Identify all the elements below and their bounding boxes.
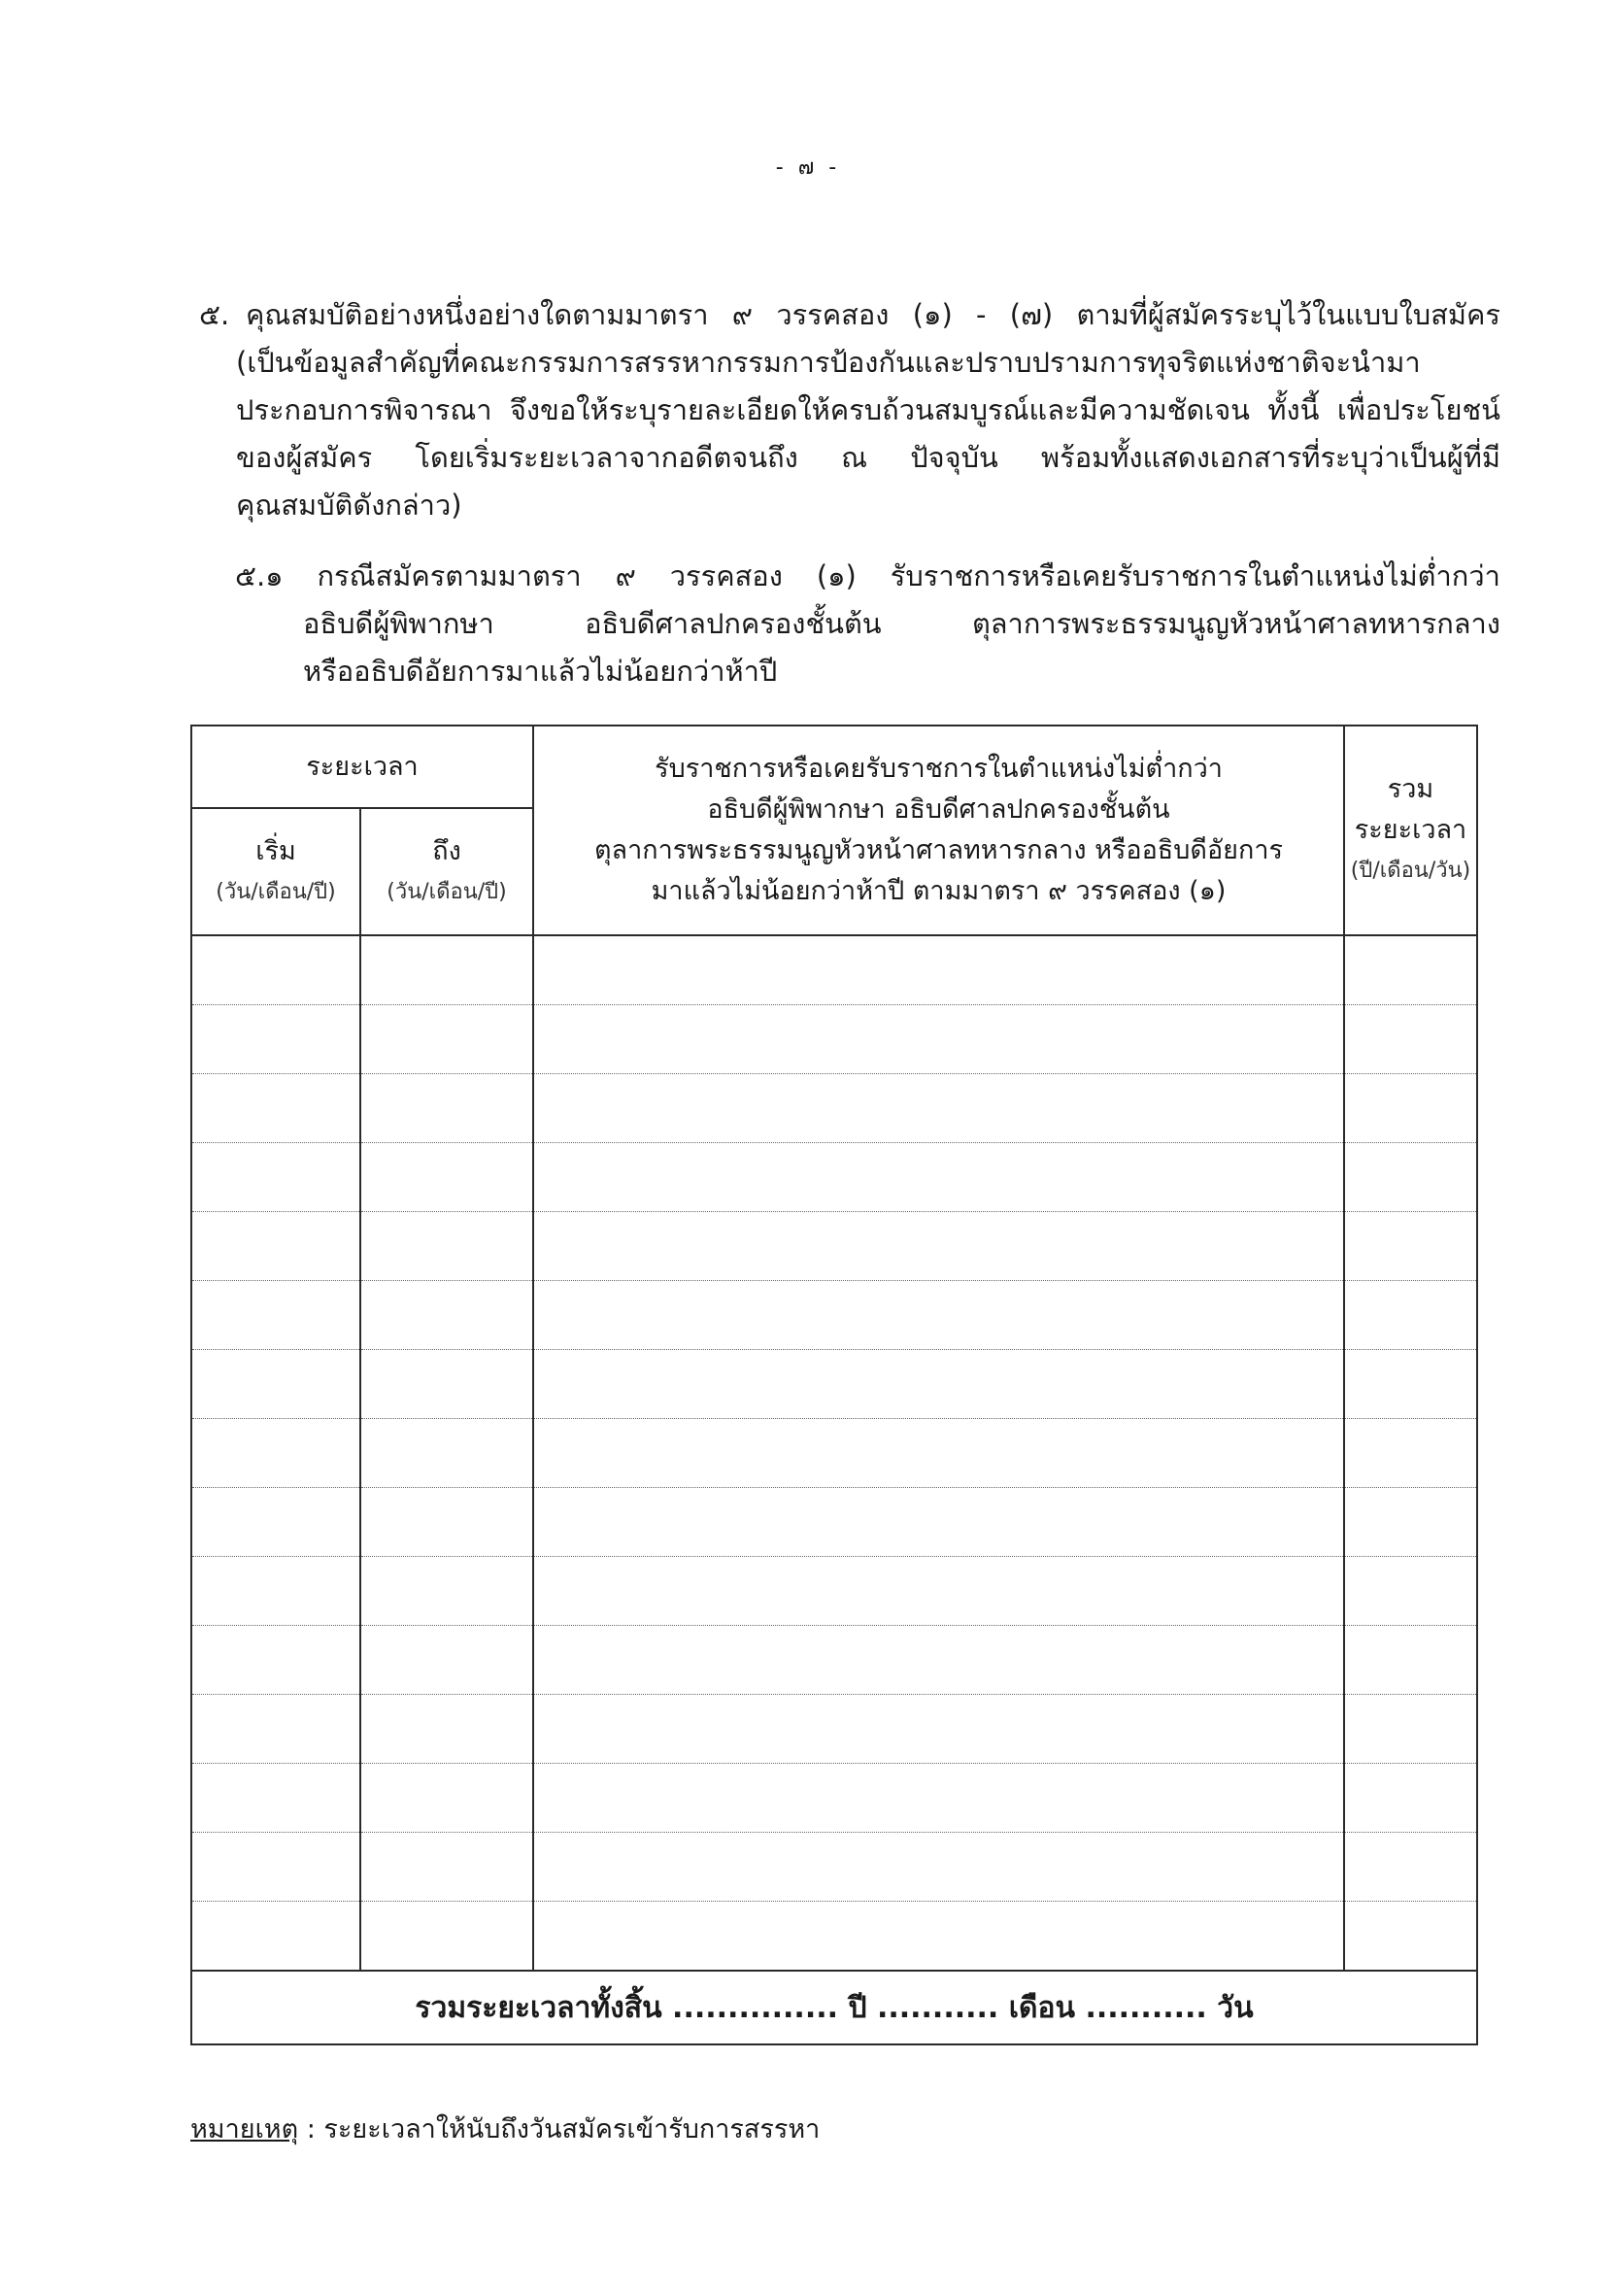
table-row (191, 1488, 1477, 1557)
table-row (191, 1902, 1477, 1972)
page-number: - ๗ - (775, 155, 841, 180)
table-row (191, 1005, 1477, 1074)
table-row (191, 1212, 1477, 1281)
text-span: ๕.๑ (235, 559, 284, 592)
text-span: ตามที่ผู้สมัครระบุไว้ในแบบใบสมัคร (1076, 298, 1500, 331)
start-date-cell[interactable] (191, 1557, 360, 1626)
total-period-cell[interactable] (1344, 1074, 1477, 1143)
section-5-line (236, 387, 1500, 434)
start-date-cell[interactable] (191, 1902, 360, 1972)
section-5-1-line (303, 600, 1500, 648)
text-span: (๑) (912, 298, 953, 331)
total-period-cell[interactable] (1344, 1419, 1477, 1488)
table-row (191, 1350, 1477, 1419)
section-5-1-line (303, 648, 1500, 695)
start-date-cell[interactable] (191, 1212, 360, 1281)
position-cell[interactable] (533, 1212, 1344, 1281)
end-date-header: ถึง (วัน/เดือน/ปี) (360, 808, 533, 935)
start-date-cell[interactable] (191, 1074, 360, 1143)
position-cell[interactable] (533, 1764, 1344, 1833)
text-span: ๙ (731, 298, 754, 331)
end-date-cell[interactable] (360, 1419, 533, 1488)
text-span: พร้อมทั้งแสดงเอกสารที่ระบุว่าเป็นผู้ที่มี (1041, 441, 1500, 474)
total-period-cell[interactable] (1344, 1833, 1477, 1902)
end-date-cell[interactable] (360, 1626, 533, 1695)
start-date-cell[interactable] (191, 1833, 360, 1902)
end-date-cell[interactable] (360, 1074, 533, 1143)
table-row (191, 1281, 1477, 1350)
position-header (533, 726, 1344, 935)
start-date-cell[interactable] (191, 1695, 360, 1764)
end-date-cell[interactable] (360, 1833, 533, 1902)
start-date-header: เริ่ม (วัน/เดือน/ปี) (191, 808, 360, 935)
position-header-line: อธิบดีผู้พิพากษา อธิบดีศาลปกครองชั้นต้น (707, 794, 1170, 825)
text-span: ประกอบการพิจารณา (236, 393, 492, 426)
text-span: อธิบดีศาลปกครองชั้นต้น (585, 607, 882, 640)
end-date-cell[interactable] (360, 1764, 533, 1833)
total-period-cell[interactable] (1344, 1764, 1477, 1833)
end-date-cell[interactable] (360, 1212, 533, 1281)
footnote-text: : ระยะเวลาให้นับถึงวันสมัครเข้ารับการสรรหา (298, 2114, 821, 2144)
table-row (191, 935, 1477, 1005)
total-period-cell[interactable] (1344, 1281, 1477, 1350)
table-row (191, 1764, 1477, 1833)
section-5-line (246, 291, 1500, 339)
section-5-paragraph (199, 291, 1500, 529)
end-date-cell[interactable] (360, 1695, 533, 1764)
text-span: (เป็นข้อมูลสำคัญที่คณะกรรมการสรรหากรรมการป้องกันและปราบปรามการทุจริตแห่งชาติจะนำมา (236, 346, 1421, 379)
total-period-cell[interactable] (1344, 935, 1477, 1005)
text-span: กรณีสมัครตามมาตรา (317, 559, 582, 592)
total-period-header: รวม ระยะเวลา (ปี/เดือน/วัน) (1344, 726, 1477, 935)
text-span: (๗) (1009, 298, 1054, 331)
table-row (191, 1626, 1477, 1695)
position-header-line: ตุลาการพระธรรมนูญหัวหน้าศาลทหารกลาง หรืออธิบดีอัยการ (593, 835, 1284, 865)
section-5-number: ๕. (199, 298, 230, 331)
text-span: ทั้งนี้ (1267, 393, 1320, 426)
total-period-cell[interactable] (1344, 1695, 1477, 1764)
start-date-cell[interactable] (191, 1143, 360, 1212)
section-5-line (236, 434, 1500, 482)
total-period-cell[interactable] (1344, 1350, 1477, 1419)
text-span: (๑) (816, 559, 857, 592)
position-cell[interactable] (533, 935, 1344, 1005)
text-span: คุณสมบัติอย่างหนึ่งอย่างใดตามมาตรา (246, 298, 709, 331)
end-date-cell[interactable] (360, 1488, 533, 1557)
position-cell[interactable] (533, 1695, 1344, 1764)
start-date-cell[interactable] (191, 1281, 360, 1350)
table-row (191, 1833, 1477, 1902)
table-row (191, 1074, 1477, 1143)
footnote (190, 2108, 820, 2149)
text-span: วรรคสอง (669, 559, 783, 592)
footnote-label: หมายเหตุ (190, 2114, 299, 2144)
start-date-cell[interactable] (191, 1419, 360, 1488)
position-cell[interactable] (533, 1350, 1344, 1419)
text-span: ๙ (615, 559, 636, 592)
text-span: หรืออธิบดีอัยการมาแล้วไม่น้อยกว่าห้าปี (303, 655, 778, 688)
total-period-cell[interactable] (1344, 1005, 1477, 1074)
text-span: อธิบดีผู้พิพากษา (303, 607, 494, 640)
total-period-cell[interactable] (1344, 1557, 1477, 1626)
text-span: คุณสมบัติดังกล่าว) (236, 489, 462, 522)
end-date-cell[interactable] (360, 1557, 533, 1626)
position-cell[interactable] (533, 1902, 1344, 1972)
total-period-cell[interactable] (1344, 1212, 1477, 1281)
text-span: - (976, 298, 987, 331)
period-header: ระยะเวลา (191, 726, 533, 808)
end-date-cell[interactable] (360, 1902, 533, 1972)
text-span: เพื่อประโยชน์ (1336, 393, 1500, 426)
section-5-line (236, 482, 1500, 529)
start-date-cell[interactable] (191, 1764, 360, 1833)
section-5-1-paragraph (235, 553, 1500, 695)
start-date-cell[interactable] (191, 935, 360, 1005)
text-span: วรรคสอง (776, 298, 890, 331)
end-date-cell[interactable] (360, 1350, 533, 1419)
position-cell[interactable] (533, 1419, 1344, 1488)
table-row (191, 1419, 1477, 1488)
text-span: รับราชการหรือเคยรับราชการในตำแหน่งไม่ต่ำกว่า (890, 559, 1500, 592)
text-span: ของผู้สมัคร (236, 441, 373, 474)
text-span: ณ (841, 441, 867, 474)
text-span: ปัจจุบัน (910, 441, 998, 474)
end-date-cell[interactable] (360, 1281, 533, 1350)
text-span: ตุลาการพระธรรมนูญหัวหน้าศาลทหารกลาง (971, 607, 1500, 640)
section-5-1-line (235, 553, 1500, 600)
total-period-cell[interactable] (1344, 1626, 1477, 1695)
start-date-cell[interactable] (191, 1488, 360, 1557)
total-period-cell[interactable] (1344, 1902, 1477, 1972)
end-date-cell[interactable] (360, 1005, 533, 1074)
position-header-line: มาแล้วไม่น้อยกว่าห้าปี ตามมาตรา ๙ วรรคสอง (๑) (651, 876, 1227, 906)
position-cell[interactable] (533, 1143, 1344, 1212)
total-period-cell[interactable] (1344, 1488, 1477, 1557)
position-cell[interactable] (533, 1281, 1344, 1350)
position-header-line: รับราชการหรือเคยรับราชการในตำแหน่งไม่ต่ำกว่า (655, 754, 1223, 784)
end-date-cell[interactable] (360, 1143, 533, 1212)
table-row (191, 1143, 1477, 1212)
position-cell[interactable] (533, 1074, 1344, 1143)
position-cell[interactable] (533, 1557, 1344, 1626)
table-row (191, 1557, 1477, 1626)
grand-total-row[interactable]: รวมระยะเวลาทั้งสิ้น ............... ปี ........... เดือน ........... วัน (191, 1971, 1477, 2044)
start-date-cell[interactable] (191, 1626, 360, 1695)
total-period-cell[interactable] (1344, 1143, 1477, 1212)
text-span: จึงขอให้ระบุรายละเอียดให้ครบถ้วนสมบูรณ์และมีความชัดเจน (509, 393, 1251, 426)
section-5-line (236, 339, 1500, 387)
service-period-table (190, 725, 1478, 2045)
position-cell[interactable] (533, 1833, 1344, 1902)
start-date-cell[interactable] (191, 1350, 360, 1419)
text-span: โดยเริ่มระยะเวลาจากอดีตจนถึง (415, 441, 798, 474)
position-cell[interactable] (533, 1005, 1344, 1074)
table-row (191, 1695, 1477, 1764)
position-cell[interactable] (533, 1626, 1344, 1695)
position-cell[interactable] (533, 1488, 1344, 1557)
start-date-cell[interactable] (191, 1005, 360, 1074)
end-date-cell[interactable] (360, 935, 533, 1005)
